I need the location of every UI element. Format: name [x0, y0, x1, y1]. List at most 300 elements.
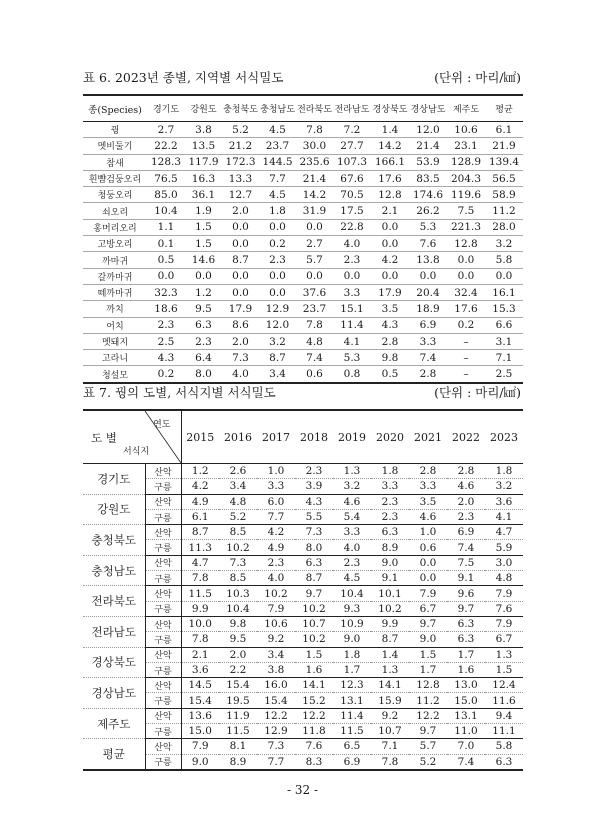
density-cell: 7.1 — [371, 739, 409, 754]
density-cell: 8.7 — [259, 350, 296, 366]
density-cell: 4.7 — [485, 525, 523, 540]
density-cell: 0.6 — [296, 366, 333, 383]
density-cell: 1.3 — [485, 647, 523, 662]
density-cell: 5.8 — [485, 252, 523, 268]
table-row — [83, 268, 523, 284]
species-name-cell: 고방오리 — [83, 236, 147, 252]
table-row — [83, 366, 523, 383]
habitat-cell: 산악 — [145, 739, 181, 754]
density-cell: 17.9 — [371, 284, 409, 300]
density-cell: 58.9 — [485, 187, 523, 203]
species-name-cell: 멧돼지 — [83, 333, 147, 349]
density-cell: 1.5 — [485, 662, 523, 677]
density-cell: 1.5 — [185, 236, 222, 252]
density-cell: 0.0 — [409, 555, 447, 570]
density-cell: 7.9 — [485, 616, 523, 631]
density-cell: 5.4 — [333, 509, 371, 524]
density-cell: 12.2 — [409, 708, 447, 723]
table-row — [83, 350, 523, 366]
density-cell: 2.5 — [147, 333, 185, 349]
density-cell: 1.2 — [185, 284, 222, 300]
species-name-cell: 까치 — [83, 301, 147, 317]
density-cell: 6.3 — [447, 632, 485, 647]
density-cell: 21.4 — [296, 170, 333, 186]
density-cell: 0.2 — [259, 236, 296, 252]
region-column-header: 경상남도 — [409, 95, 447, 122]
region-column-header: 경기도 — [147, 95, 185, 122]
density-cell: 9.9 — [371, 616, 409, 631]
density-cell: 15.1 — [333, 301, 371, 317]
density-cell: 1.0 — [257, 464, 295, 479]
density-cell: 5.2 — [219, 509, 257, 524]
density-cell: 6.9 — [409, 317, 447, 333]
density-cell: 0.6 — [409, 540, 447, 555]
density-cell: 11.6 — [485, 693, 523, 708]
density-cell: 5.3 — [409, 219, 447, 235]
density-cell: 53.9 — [409, 154, 447, 170]
density-cell: 7.8 — [296, 317, 333, 333]
density-cell: 12.0 — [409, 122, 447, 138]
density-cell: – — [447, 333, 485, 349]
density-cell: 3.9 — [295, 479, 333, 494]
density-cell: 4.2 — [371, 252, 409, 268]
density-cell: 0.0 — [296, 219, 333, 235]
density-cell: 2.3 — [257, 555, 295, 570]
density-cell: 12.9 — [257, 724, 295, 739]
density-cell: 6.9 — [447, 525, 485, 540]
density-cell: 9.0 — [333, 632, 371, 647]
habitat-cell: 구릉 — [145, 540, 181, 555]
species-name-cell: 홍머리오리 — [83, 219, 147, 235]
density-cell: 1.8 — [371, 464, 409, 479]
density-cell: 13.8 — [409, 252, 447, 268]
density-cell: 0.0 — [259, 284, 296, 300]
density-cell: 12.4 — [485, 678, 523, 693]
table-row — [83, 333, 523, 349]
density-cell: 0.0 — [222, 284, 259, 300]
density-cell: 8.7 — [295, 571, 333, 586]
table7-title: 표 7. 꿩의 도별, 서식지별 서식밀도 — [83, 385, 276, 400]
density-cell: 2.3 — [371, 494, 409, 509]
density-cell: 0.0 — [222, 236, 259, 252]
density-cell: 10.2 — [295, 632, 333, 647]
density-cell: 13.0 — [447, 678, 485, 693]
density-cell: 11.5 — [333, 724, 371, 739]
density-cell: 4.0 — [333, 236, 371, 252]
density-cell: 166.1 — [371, 154, 409, 170]
year-column-header: 2019 — [333, 410, 371, 464]
density-cell: 10.4 — [219, 601, 257, 616]
density-cell: 9.6 — [447, 586, 485, 601]
table-row — [83, 571, 523, 586]
density-cell: 15.0 — [447, 693, 485, 708]
density-cell: 2.3 — [371, 509, 409, 524]
density-cell: 172.3 — [222, 154, 259, 170]
density-cell: 13.1 — [447, 708, 485, 723]
density-cell: 7.4 — [296, 350, 333, 366]
density-cell: 0.0 — [296, 268, 333, 284]
density-cell: 12.2 — [257, 708, 295, 723]
density-cell: 2.0 — [447, 494, 485, 509]
density-cell: 3.0 — [485, 555, 523, 570]
density-cell: 1.6 — [295, 662, 333, 677]
table-row — [83, 525, 523, 540]
density-cell: 0.0 — [409, 268, 447, 284]
density-cell: 1.7 — [333, 662, 371, 677]
density-cell: 13.3 — [222, 170, 259, 186]
density-cell: 0.0 — [447, 252, 485, 268]
density-cell: 10.7 — [295, 616, 333, 631]
density-cell: 70.5 — [333, 187, 371, 203]
density-cell: 7.6 — [485, 601, 523, 616]
density-cell: 7.3 — [257, 739, 295, 754]
density-cell: 15.4 — [181, 693, 219, 708]
density-cell: 11.5 — [181, 586, 219, 601]
density-cell: 4.9 — [257, 540, 295, 555]
density-cell: 76.5 — [147, 170, 185, 186]
density-cell: 0.0 — [185, 268, 222, 284]
density-cell: 174.6 — [409, 187, 447, 203]
density-cell: 18.9 — [409, 301, 447, 317]
density-cell: 7.9 — [257, 601, 295, 616]
habitat-cell: 구릉 — [145, 509, 181, 524]
density-cell: 7.8 — [296, 122, 333, 138]
density-cell: 10.2 — [371, 601, 409, 616]
density-cell: 7.8 — [181, 632, 219, 647]
density-cell: 4.5 — [259, 187, 296, 203]
density-cell: 119.6 — [447, 187, 485, 203]
density-cell: 9.7 — [409, 724, 447, 739]
density-cell: 7.8 — [181, 571, 219, 586]
density-cell: 14.1 — [295, 678, 333, 693]
habitat-cell: 산악 — [145, 586, 181, 601]
density-cell: 7.4 — [447, 540, 485, 555]
density-cell: 15.4 — [257, 693, 295, 708]
density-cell: 32.3 — [147, 284, 185, 300]
density-cell: 4.3 — [371, 317, 409, 333]
density-cell: 9.2 — [257, 632, 295, 647]
table-row — [83, 317, 523, 333]
habitat-cell: 산악 — [145, 678, 181, 693]
density-cell: 11.9 — [219, 708, 257, 723]
density-cell: 4.1 — [485, 509, 523, 524]
table-row — [83, 754, 523, 770]
density-cell: 10.6 — [447, 122, 485, 138]
density-cell: 10.4 — [147, 203, 185, 219]
density-cell: 9.7 — [409, 616, 447, 631]
habitat-cell: 산악 — [145, 464, 181, 479]
table-row — [83, 219, 523, 235]
density-cell: 2.3 — [333, 252, 371, 268]
density-cell: 21.2 — [222, 138, 259, 154]
density-cell: 14.5 — [181, 678, 219, 693]
density-cell: 2.8 — [409, 366, 447, 383]
density-cell: 5.7 — [296, 252, 333, 268]
density-cell: 36.1 — [185, 187, 222, 203]
density-cell: 12.3 — [333, 678, 371, 693]
density-cell: 7.5 — [447, 203, 485, 219]
density-cell: 9.1 — [371, 571, 409, 586]
table-row — [83, 138, 523, 154]
density-cell: 10.1 — [371, 586, 409, 601]
year-column-header: 2016 — [219, 410, 257, 464]
density-cell: 10.2 — [219, 540, 257, 555]
density-cell: 1.5 — [185, 219, 222, 235]
density-cell: 3.6 — [181, 662, 219, 677]
density-cell: 6.4 — [185, 350, 222, 366]
density-cell: 15.2 — [295, 693, 333, 708]
density-cell: 10.4 — [333, 586, 371, 601]
density-cell: 9.5 — [185, 301, 222, 317]
corner-habitat-label: 서식지 — [123, 447, 150, 457]
density-cell: 4.5 — [333, 571, 371, 586]
region-column-header: 전라남도 — [333, 95, 371, 122]
density-cell: 3.2 — [259, 333, 296, 349]
density-cell: 9.4 — [485, 708, 523, 723]
table7-unit: (단위 : 마리/㎢) — [434, 385, 521, 400]
density-cell: 9.0 — [181, 754, 219, 770]
density-cell: 9.5 — [219, 632, 257, 647]
density-cell: 4.6 — [447, 479, 485, 494]
density-cell: 6.3 — [295, 555, 333, 570]
table6-unit: (단위 : 마리/㎢) — [434, 70, 521, 85]
density-cell: 0.0 — [259, 268, 296, 284]
density-cell: 3.3 — [409, 479, 447, 494]
region-column-header: 전라북도 — [296, 95, 333, 122]
density-cell: 0.0 — [259, 219, 296, 235]
density-cell: 0.2 — [147, 366, 185, 383]
table-row — [83, 662, 523, 677]
density-cell: 11.2 — [485, 203, 523, 219]
density-cell: 221.3 — [447, 219, 485, 235]
density-cell: 1.7 — [409, 662, 447, 677]
density-cell: 6.6 — [485, 317, 523, 333]
table-row — [83, 170, 523, 186]
density-cell: 6.5 — [333, 739, 371, 754]
density-cell: 11.4 — [333, 708, 371, 723]
density-cell: 0.0 — [333, 268, 371, 284]
density-cell: 8.7 — [181, 525, 219, 540]
density-cell: 11.5 — [219, 724, 257, 739]
year-column-header: 2020 — [371, 410, 409, 464]
table-row — [83, 236, 523, 252]
density-cell: 3.5 — [409, 494, 447, 509]
table-row — [83, 464, 523, 479]
habitat-cell: 산악 — [145, 616, 181, 631]
density-cell: 1.4 — [371, 122, 409, 138]
density-cell: 9.7 — [447, 601, 485, 616]
density-cell: 16.0 — [257, 678, 295, 693]
density-cell: 23.1 — [447, 138, 485, 154]
region-column-header: 경상북도 — [371, 95, 409, 122]
region-name-cell: 경상북도 — [83, 647, 145, 678]
density-cell: 7.1 — [485, 350, 523, 366]
density-cell: 7.2 — [333, 122, 371, 138]
density-cell: 0.2 — [447, 317, 485, 333]
species-name-cell: 청둥오리 — [83, 187, 147, 203]
density-cell: 7.4 — [447, 754, 485, 770]
density-cell: 12.0 — [259, 317, 296, 333]
density-cell: 21.4 — [409, 138, 447, 154]
density-cell: 23.7 — [259, 138, 296, 154]
table-row — [83, 122, 523, 138]
density-cell: 18.6 — [147, 301, 185, 317]
species-name-cell: 청설모 — [83, 366, 147, 383]
density-cell: 6.3 — [447, 616, 485, 631]
density-cell: 12.8 — [371, 187, 409, 203]
density-cell: 14.2 — [296, 187, 333, 203]
habitat-cell: 구릉 — [145, 754, 181, 770]
density-cell: 22.2 — [147, 138, 185, 154]
density-cell: 2.5 — [485, 366, 523, 383]
density-cell: 0.0 — [147, 268, 185, 284]
density-cell: 128.9 — [447, 154, 485, 170]
species-column-header: 종(Species) — [83, 95, 147, 122]
density-cell: 3.2 — [485, 479, 523, 494]
density-cell: 9.2 — [371, 708, 409, 723]
density-cell: 14.1 — [371, 678, 409, 693]
density-cell: 3.3 — [333, 284, 371, 300]
density-cell: 17.6 — [371, 170, 409, 186]
density-cell: 0.1 — [147, 236, 185, 252]
density-cell: 0.8 — [333, 366, 371, 383]
density-cell: 12.8 — [447, 236, 485, 252]
density-cell: 16.3 — [185, 170, 222, 186]
density-cell: 0.5 — [147, 252, 185, 268]
density-cell: 1.8 — [333, 647, 371, 662]
density-cell: 4.8 — [485, 571, 523, 586]
region-column-header: 제주도 — [447, 95, 485, 122]
region-name-cell: 전라북도 — [83, 586, 145, 617]
habitat-cell: 구릉 — [145, 632, 181, 647]
density-cell: 12.8 — [409, 678, 447, 693]
density-cell: 4.3 — [147, 350, 185, 366]
density-cell: 32.4 — [447, 284, 485, 300]
table-row — [83, 724, 523, 739]
species-name-cell: 고라니 — [83, 350, 147, 366]
density-cell: 2.0 — [222, 333, 259, 349]
table7-corner-cell — [83, 410, 181, 464]
table-row — [83, 647, 523, 662]
density-cell: 4.6 — [409, 509, 447, 524]
density-cell: 2.8 — [409, 464, 447, 479]
density-cell: 7.9 — [409, 586, 447, 601]
year-column-header: 2023 — [485, 410, 523, 464]
density-cell: 7.7 — [257, 754, 295, 770]
density-cell: 4.8 — [219, 494, 257, 509]
density-cell: 9.8 — [371, 350, 409, 366]
density-cell: 11.3 — [181, 540, 219, 555]
density-cell: 2.0 — [219, 647, 257, 662]
density-cell: 3.5 — [371, 301, 409, 317]
region-column-header: 충청남도 — [259, 95, 296, 122]
table-row — [83, 284, 523, 300]
region-name-cell: 충청남도 — [83, 555, 145, 586]
density-cell: 128.3 — [147, 154, 185, 170]
habitat-cell: 산악 — [145, 708, 181, 723]
region-name-cell: 평균 — [83, 739, 145, 770]
table-row — [83, 187, 523, 203]
density-cell: 7.7 — [257, 509, 295, 524]
region-column-header: 강원도 — [185, 95, 222, 122]
density-cell: 3.2 — [333, 479, 371, 494]
density-cell: 11.8 — [295, 724, 333, 739]
table-row — [83, 601, 523, 616]
density-cell: 1.2 — [181, 464, 219, 479]
density-cell: 8.1 — [219, 739, 257, 754]
density-cell: 3.3 — [257, 479, 295, 494]
density-cell: 0.0 — [409, 571, 447, 586]
density-cell: 1.8 — [485, 464, 523, 479]
density-cell: 3.3 — [371, 479, 409, 494]
density-cell: 1.3 — [371, 662, 409, 677]
habitat-cell: 구릉 — [145, 724, 181, 739]
density-cell: 1.0 — [409, 525, 447, 540]
density-cell: 6.3 — [185, 317, 222, 333]
density-cell: 2.1 — [371, 203, 409, 219]
density-cell: 9.3 — [333, 601, 371, 616]
density-cell: 6.9 — [333, 754, 371, 770]
species-name-cell: 쇠오리 — [83, 203, 147, 219]
density-cell: 12.9 — [259, 301, 296, 317]
density-cell: 3.1 — [485, 333, 523, 349]
density-cell: 4.2 — [257, 525, 295, 540]
region-name-cell: 충청북도 — [83, 525, 145, 556]
density-cell: 6.7 — [485, 632, 523, 647]
density-cell: 3.8 — [185, 122, 222, 138]
density-cell: 5.5 — [295, 509, 333, 524]
density-cell: 144.5 — [259, 154, 296, 170]
density-cell: 3.8 — [257, 662, 295, 677]
density-cell: 117.9 — [185, 154, 222, 170]
table6-header-row — [83, 95, 523, 122]
density-cell: 1.1 — [147, 219, 185, 235]
density-cell: 7.6 — [409, 236, 447, 252]
density-cell: 7.9 — [181, 739, 219, 754]
density-cell: 7.5 — [447, 555, 485, 570]
density-cell: 22.8 — [333, 219, 371, 235]
density-cell: 15.0 — [181, 724, 219, 739]
table-row — [83, 252, 523, 268]
density-cell: 10.2 — [257, 586, 295, 601]
habitat-cell: 산악 — [145, 647, 181, 662]
table-row — [83, 509, 523, 524]
species-name-cell: 참새 — [83, 154, 147, 170]
density-cell: 7.9 — [485, 586, 523, 601]
habitat-cell: 산악 — [145, 555, 181, 570]
density-cell: 11.2 — [409, 693, 447, 708]
table-row — [83, 555, 523, 570]
year-column-header: 2022 — [447, 410, 485, 464]
density-cell: 5.3 — [333, 350, 371, 366]
density-cell: 31.9 — [296, 203, 333, 219]
species-name-cell: 갈까마귀 — [83, 268, 147, 284]
density-cell: 10.6 — [257, 616, 295, 631]
density-cell: 8.9 — [219, 754, 257, 770]
density-cell: 2.6 — [219, 464, 257, 479]
density-cell: 2.3 — [447, 509, 485, 524]
density-cell: 0.0 — [222, 268, 259, 284]
density-cell: 5.7 — [409, 739, 447, 754]
density-cell: 7.4 — [409, 350, 447, 366]
density-cell: 6.1 — [181, 509, 219, 524]
density-cell: 4.3 — [295, 494, 333, 509]
density-cell: 4.1 — [333, 333, 371, 349]
density-cell: 1.9 — [185, 203, 222, 219]
density-cell: 3.4 — [257, 647, 295, 662]
density-cell: 2.1 — [181, 647, 219, 662]
table-row — [83, 678, 523, 693]
